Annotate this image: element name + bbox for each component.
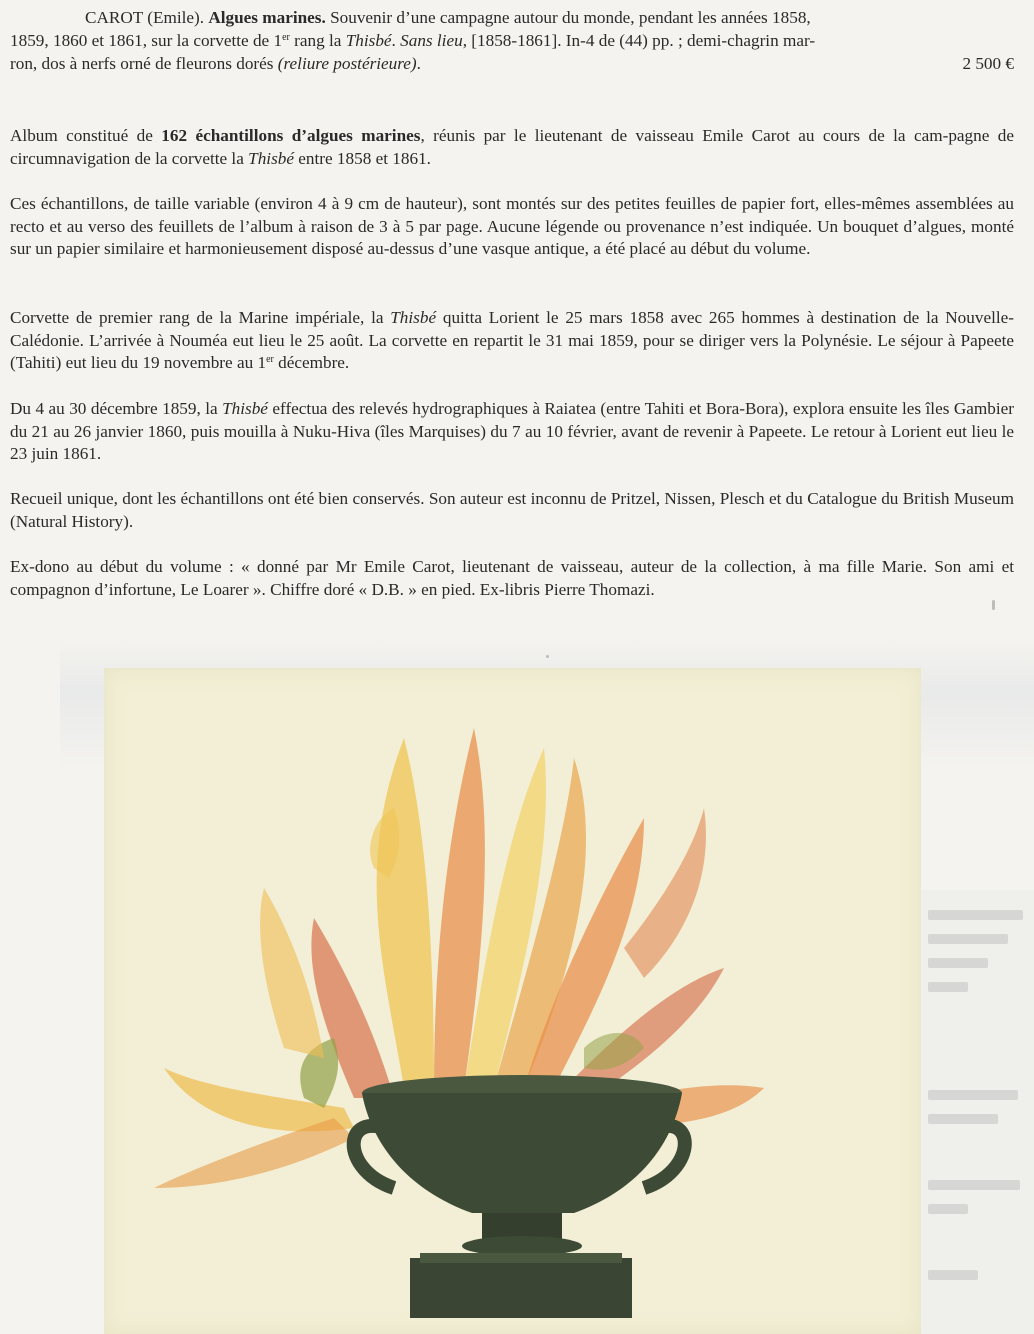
header-line-3: ron, dos à nerfs orné de fleurons dorés bbox=[10, 54, 278, 73]
header-text: . bbox=[391, 31, 401, 50]
paragraph-album-description bbox=[10, 125, 1014, 170]
vase-plinth-top bbox=[420, 1253, 622, 1263]
header-text: , [1858-1861]. In-4 de (44) pp. ; demi-chagrin mar- bbox=[462, 31, 816, 50]
binding-note: (reliure postérieure) bbox=[277, 54, 417, 73]
superscript: er bbox=[282, 32, 290, 43]
text: décembre. bbox=[273, 353, 350, 373]
ship-name: Thisbé bbox=[248, 148, 294, 168]
text: , réunis par le lieutenant de vaisseau Emile Carot au cours de la cam-pagne de circumnavigation de la corvette la bbox=[10, 126, 1014, 168]
text: Corvette de premier rang de la Marine impériale, la bbox=[10, 308, 391, 327]
header-line-1: Souvenir d’une campagne autour du monde, pendant les années 1858, bbox=[330, 8, 811, 27]
header-text: . bbox=[416, 54, 421, 73]
header-line-2: 1859, 1860 et 1861, sur la corvette de 1 bbox=[10, 31, 283, 50]
catalogue-entry-header bbox=[10, 6, 1014, 75]
algae-bouquet-illustration bbox=[104, 668, 921, 1334]
vase bbox=[354, 1075, 685, 1318]
paragraph-samples: Ces échantillons, de taille variable (environ 4 à 9 cm de hauteur), sont montés sur des petites feuilles de papier fort, elles-mêmes assemblées au recto et au verso des feuillets de l’album à raison de 3 à 5 par page. Aucune légende ou provenance n’est indiquée. Un bouquet d’algues, monté sur un papier similaire et harmonieusement disposé au-dessus d’une vasque antique, a été placé au début du volume. bbox=[10, 194, 1014, 259]
header-text: rang la bbox=[289, 31, 346, 50]
ship-name: Thisbé bbox=[345, 31, 392, 50]
price: 2 500 € bbox=[962, 54, 1014, 73]
algae-bouquet-plate bbox=[104, 668, 921, 1334]
place-note: Sans lieu bbox=[400, 31, 463, 50]
vase-bowl bbox=[362, 1093, 682, 1213]
sample-count: 162 échantillons d’algues marines bbox=[161, 126, 421, 145]
ship-name: Thisbé bbox=[222, 399, 268, 418]
paragraph-collection-note: Recueil unique, dont les échantillons ont été bien conservés. Son auteur est inconnu de Pritzel, Nissen, Plesch et du Catalogue du British Museum (Natural History). bbox=[10, 489, 1014, 531]
text: Du 4 au 30 décembre 1859, la bbox=[10, 399, 223, 418]
vase-plinth bbox=[410, 1258, 632, 1318]
paragraph-ex-dono: Ex-dono au début du volume : « donné par Mr Emile Carot, lieutenant de vaisseau, auteur de la collection, à ma fille Marie. Son ami et compagnon d’infortune, Le Loarer ». Chiffre doré « D.B. » en pied. Ex-libris Pierre Thomazi. bbox=[10, 557, 1014, 599]
text: effectua des relevés hydrographiques à Raiatea (entre Tahiti et Bora-Bora), explora ensuite les îles Gambier du 21 au 26 janvier 1860, puis mouilla à Nuku-Hiva (îles Marquises) du 7 au 10 février, avant de revenir à Papeete. Le retour à Lorient eut lieu le 23 juin 1861. bbox=[10, 399, 1014, 464]
frond bbox=[154, 1118, 354, 1188]
author-name: CAROT (Emile). bbox=[85, 8, 205, 27]
frond bbox=[377, 738, 434, 1088]
ship-name: Thisbé bbox=[390, 308, 437, 327]
text: entre 1858 et 1861. bbox=[293, 148, 431, 168]
book-title: Algues marines. bbox=[208, 8, 326, 27]
superscript: er bbox=[266, 354, 274, 366]
text: quitta Lorient le 25 mars 1858 avec 265 hommes à destination de la Nouvelle-Calédonie. L’arrivée à Nouméa eut lieu le 25 août. La corvette en repartit le 31 mai 1859, pour se diriger vers la Polynésie. Le séjour à Papeete (Tahiti) eut lieu du 19 novembre au 1 bbox=[10, 308, 1014, 373]
text: Album constitué de bbox=[10, 126, 162, 145]
paragraph-voyage bbox=[10, 307, 1014, 375]
paragraph-hydrography bbox=[10, 398, 1014, 466]
paper-stain bbox=[546, 655, 549, 658]
paper-stain bbox=[992, 600, 995, 610]
bleed-through-right-column bbox=[920, 890, 1034, 1334]
